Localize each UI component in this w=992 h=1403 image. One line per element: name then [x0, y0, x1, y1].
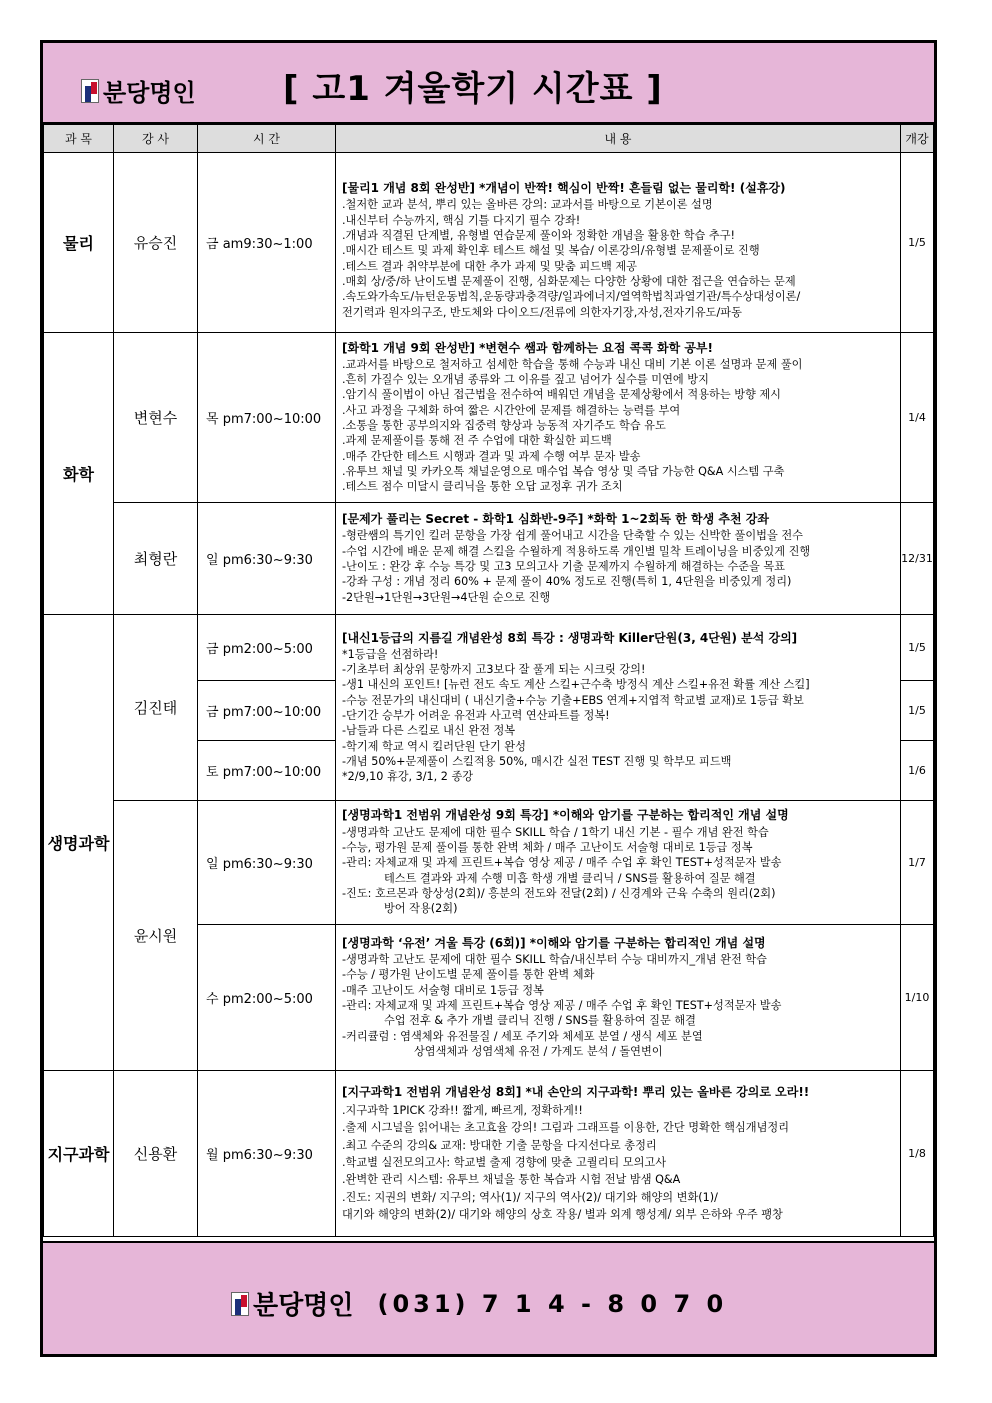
start-date-cell: 1/7: [901, 801, 934, 925]
course-heading: [생명과학 ‘유전’ 겨울 특강 (6회)] *이해와 암기를 구분하는 합리적인 개념 설명: [342, 935, 766, 950]
footer-logo-text: 분당명인: [253, 1291, 354, 1321]
time-cell: 금 pm7:00~10:00: [198, 681, 336, 741]
content-line: .교과서를 바탕으로 철저하고 섬세한 학습을 통해 수능과 내신 대비 기본 이론 설명과 문제 풀이: [342, 357, 803, 371]
content-line: 수업 전후 & 추가 개별 클리닉 진행 / SNS를 활용하여 질문 해결: [384, 1014, 696, 1028]
course-heading: [화학1 개념 9회 완성반] *변현수 쌤과 함께하는 요점 콕콕 화학 공부!: [342, 340, 713, 355]
subject-cell: 물리: [44, 153, 114, 333]
content-line: -관리: 자체교재 및 과제 프린트+복습 영상 제공 / 매주 수업 후 확인 TEST+성적문자 발송: [342, 856, 782, 870]
schedule-table: [43, 124, 934, 1237]
time-cell: 금 pm2:00~5:00: [198, 615, 336, 681]
content-line: 전기력과 원자의구조, 반도체와 다이오드/전류에 의한자기장,자성,전자기유도/파동: [342, 305, 742, 319]
content-line: .매회 상/중/하 난이도별 문제풀이 진행, 심화문제는 다양한 상황에 대한 접근을 연습하는 문제: [342, 274, 796, 288]
content-cell: [336, 1071, 901, 1237]
time-cell: 금 am9:30~1:00: [198, 153, 336, 333]
subject-cell: 화학: [44, 333, 114, 615]
teacher-cell: 김진태: [114, 615, 198, 801]
content-line: -기초부터 최상위 문항까지 고3보다 잘 풀게 되는 시크릿 강의!: [342, 663, 646, 677]
content-line: .매시간 테스트 및 과제 확인후 테스트 해설 및 복습/ 이론강의/유형별 문제풀이로 진행: [342, 244, 760, 258]
col-subject: 과 목: [44, 125, 114, 153]
content-line: .유투브 채널 및 카카오톡 채널운영으로 매수업 복습 영상 및 즉답 가능한 Q&A 시스템 구축: [342, 464, 785, 478]
start-date-cell: 1/5: [901, 153, 934, 333]
academy-logo-icon: [81, 79, 99, 103]
content-cell: [336, 153, 901, 333]
content-line: 대기와 해양의 변화(2)/ 대기와 해양의 상호 작용/ 별과 외계 행성계/ 외부 은하와 우주 팽창: [342, 1207, 783, 1221]
column-header-row: [44, 125, 934, 153]
start-date-cell: 1/5: [901, 615, 934, 681]
content-cell: [336, 333, 901, 503]
footer-logo: [231, 1285, 727, 1322]
content-line: .속도와가속도/뉴턴운동법칙,운동량과충격량/일과에너지/열역학법칙과열기관/특수상대성이론/: [342, 290, 801, 304]
time-cell: 월 pm6:30~9:30: [198, 1071, 336, 1237]
col-content: 내 용: [336, 125, 901, 153]
course-heading: [생명과학1 전범위 개념완성 9회 특강] *이해와 암기를 구분하는 합리적인 개념 설명: [342, 808, 789, 823]
content-line: .테스트 점수 미달시 클리닉을 통한 오답 교정후 귀가 조치: [342, 480, 623, 494]
table-row: [44, 333, 934, 503]
col-start: 개강: [901, 125, 934, 153]
content-line: -진도: 호르몬과 항상성(2회)/ 흥분의 전도와 전달(2회) / 신경계와 근육 수축의 원리(2회): [342, 886, 776, 900]
content-line: .흔히 가질수 있는 오개념 종류와 그 이유를 짚고 넘어가 실수를 미연에 방지: [342, 373, 709, 387]
subject-cell: 생명과학: [44, 615, 114, 1071]
content-line: -2단원→1단원→3단원→4단원 순으로 진행: [342, 590, 551, 604]
start-date-cell: 1/10: [901, 925, 934, 1071]
content-line: .출제 시그널을 읽어내는 초고효율 강의! 그림과 그래프를 이용한, 간단 명확한 핵심개념정리: [342, 1121, 790, 1135]
col-time: 시 간: [198, 125, 336, 153]
course-heading: [지구과학1 전범위 개념완성 8회] *내 손안의 지구과학! 뿌리 있는 올바른 강의로 오라!!: [342, 1084, 810, 1099]
content-line: 상염색체과 성염색체 유전 / 가계도 분석 / 돌연변이: [414, 1044, 663, 1058]
teacher-cell: 신용환: [114, 1071, 198, 1237]
course-heading: [물리1 개념 8회 완성반] *개념이 반짝! 핵심이 반짝! 흔들림 없는 물리학! (설휴강): [342, 181, 786, 196]
content-line: .학교별 실전모의고사: 학교별 출제 경향에 맞춘 고퀄리티 모의고사: [342, 1156, 667, 1169]
start-date-cell: 1/4: [901, 333, 934, 503]
teacher-cell: 유승진: [114, 153, 198, 333]
subject-cell: 지구과학: [44, 1071, 114, 1237]
content-line: -수능, 평가원 문제 풀이를 통한 완벽 체화 / 매주 고난이도 서술형 대비로 1등급 정복: [342, 841, 753, 855]
content-line: .지구과학 1PICK 강좌!! 짧게, 빠르게, 정확하게!!: [342, 1104, 583, 1118]
content-line: .소통을 통한 공부의지와 집중력 향상과 능동적 자기주도 학습 유도: [342, 419, 666, 432]
content-line: -관리: 자체교재 및 과제 프린트+복습 영상 제공 / 매주 수업 후 확인 TEST+성적문자 발송: [342, 999, 782, 1012]
content-line: .진도: 지권의 변화/ 지구의; 역사(1)/ 지구의 역사(2)/ 대기와 해양의 변화(1)/: [342, 1190, 718, 1204]
logo-text: 분당명인: [103, 79, 196, 107]
content-cell: [336, 503, 901, 615]
content-line: -난이도 : 완강 후 수능 특강 및 고3 모의고사 기출 문제까지 수월하게 해결하는 수준을 목표: [342, 560, 785, 573]
table-row: [44, 615, 934, 681]
content-line: -남들과 다른 스킬로 내신 완전 정복: [342, 724, 516, 738]
content-line: .철저한 교과 분석, 뿌리 있는 올바른 강의: 교과서를 바탕으로 기본이론 설명: [342, 198, 713, 212]
content-line: 방어 작용(2회): [384, 902, 458, 916]
content-cell: [336, 925, 901, 1071]
content-line: .매주 간단한 테스트 시행과 결과 및 과제 수행 여부 문자 발송: [342, 449, 641, 463]
content-line: .테스트 결과 취약부분에 대한 추가 과제 및 맞춤 피드백 제공: [342, 259, 637, 273]
table-row: [44, 1071, 934, 1237]
course-heading: [문제가 풀리는 Secret - 화학1 심화반-9주] *화학 1~2회독 한 학생 추천 강좌: [342, 512, 769, 527]
content-cell: [336, 615, 901, 801]
timetable-frame: [40, 40, 937, 1357]
content-line: .최고 수준의 강의& 교재: 방대한 기출 문항을 다지선다로 총정리: [342, 1138, 657, 1152]
time-cell: 토 pm7:00~10:00: [198, 741, 336, 801]
start-date-cell: 1/6: [901, 741, 934, 801]
content-line: -개념 50%+문제풀이 스킬적용 50%, 매시간 실전 TEST 진행 및 학부모 피드백: [342, 754, 732, 768]
content-line: *1등급을 선점하라!: [342, 647, 439, 661]
page-title: [ 고1 겨울학기 시간표 ]: [283, 69, 663, 109]
header-banner: [43, 43, 934, 124]
time-cell: 일 pm6:30~9:30: [198, 801, 336, 925]
content-line: .개념과 직결된 단계별, 유형별 연습문제 풀이와 정확한 개념을 활용한 학습 추구!: [342, 229, 735, 243]
academy-logo-icon: [231, 1292, 249, 1316]
col-teacher: 강 사: [114, 125, 198, 153]
teacher-cell: 윤시원: [114, 801, 198, 1071]
time-cell: 수 pm2:00~5:00: [198, 925, 336, 1071]
content-line: -커리큘럼 : 염색체와 유전물질 / 세포 주기와 체세포 분열 / 생식 세포 분열: [342, 1029, 703, 1043]
content-line: -강좌 구성 : 개념 정리 60% + 문제 풀이 40% 정도로 진행(특히 1, 4단원을 비중있게 정리): [342, 575, 792, 589]
content-line: -생1 내신의 포인트! [뉴런 전도 속도 계산 스킬+근수축 방정식 계산 스킬+유전 확률 계산 스킬]: [342, 678, 810, 692]
content-line: .내신부터 수능까지, 핵심 기틀 다지기 필수 강좌!: [342, 213, 581, 227]
footer-banner: [43, 1241, 934, 1354]
teacher-cell: 변현수: [114, 333, 198, 503]
content-line: -학기제 학교 역시 킬러단원 단기 완성: [342, 739, 526, 753]
header-logo: [81, 73, 196, 108]
start-date-cell: 1/8: [901, 1071, 934, 1237]
content-line: -수업 시간에 배운 문제 해결 스킬을 수월하게 적용하도록 개인별 밀착 트레이닝을 비중있게 진행: [342, 544, 811, 558]
content-line: .암기식 풀이법이 아닌 접근법을 전수하여 배워던 개념을 문제상황에서 적용하는 방향 제시: [342, 388, 781, 402]
start-date-cell: 12/31: [901, 503, 934, 615]
table-row: [44, 801, 934, 925]
content-line: -수능 전문가의 내신대비 ( 내신기출+수능 기출+EBS 연계+지엽적 학교별 교재)로 1등급 확보: [342, 693, 804, 707]
content-line: .완벽한 관리 시스템: 유투브 채널을 통한 복습과 시험 전날 밤샘 Q&A: [342, 1173, 681, 1187]
content-line: -생명과학 고난도 문제에 대한 필수 SKILL 학습/내신부터 수능 대비까지_개념 완전 학습: [342, 953, 767, 967]
teacher-cell: 최형란: [114, 503, 198, 615]
table-row: [44, 153, 934, 333]
content-line: .과제 문제풀이를 통해 전 주 수업에 대한 확실한 피드백: [342, 434, 612, 448]
content-line: -형란쌤의 특기인 킬러 문항을 가장 쉽게 풀어내고 시간을 단축할 수 있는 신박한 풀이법을 전수: [342, 529, 803, 543]
time-cell: 일 pm6:30~9:30: [198, 503, 336, 615]
content-line: -매주 고난이도 서술형 대비로 1등급 정복: [342, 983, 544, 997]
content-line: -생명과학 고난도 문제에 대한 필수 SKILL 학습 / 1학기 내신 기본 - 필수 개념 완전 학습: [342, 825, 769, 839]
table-row: [44, 503, 934, 615]
content-line: *2/9,10 휴강, 3/1, 2 종강: [342, 770, 474, 784]
start-date-cell: 1/5: [901, 681, 934, 741]
course-heading: [내신1등급의 지름길 개념완성 8회 특강 : 생명과학 Killer단원(3, 4단원) 분석 강의]: [342, 630, 798, 645]
time-cell: 목 pm7:00~10:00: [198, 333, 336, 503]
content-line: .사고 과정을 구체화 하여 짧은 시간안에 문제를 해결하는 능력를 부여: [342, 403, 681, 417]
content-cell: [336, 801, 901, 925]
phone-number: (031) 7 1 4 - 8 0 7 0: [377, 1289, 728, 1318]
content-line: 테스트 결과와 과제 수행 미흡 학생 개별 클리닉 / SNS를 활용하여 질문 해결: [384, 871, 756, 885]
content-line: -단기간 승부가 어려운 유전과 사고력 연산파트를 정복!: [342, 709, 610, 722]
content-line: -수능 / 평가원 난이도별 문제 풀이를 통한 완벽 체화: [342, 968, 595, 982]
